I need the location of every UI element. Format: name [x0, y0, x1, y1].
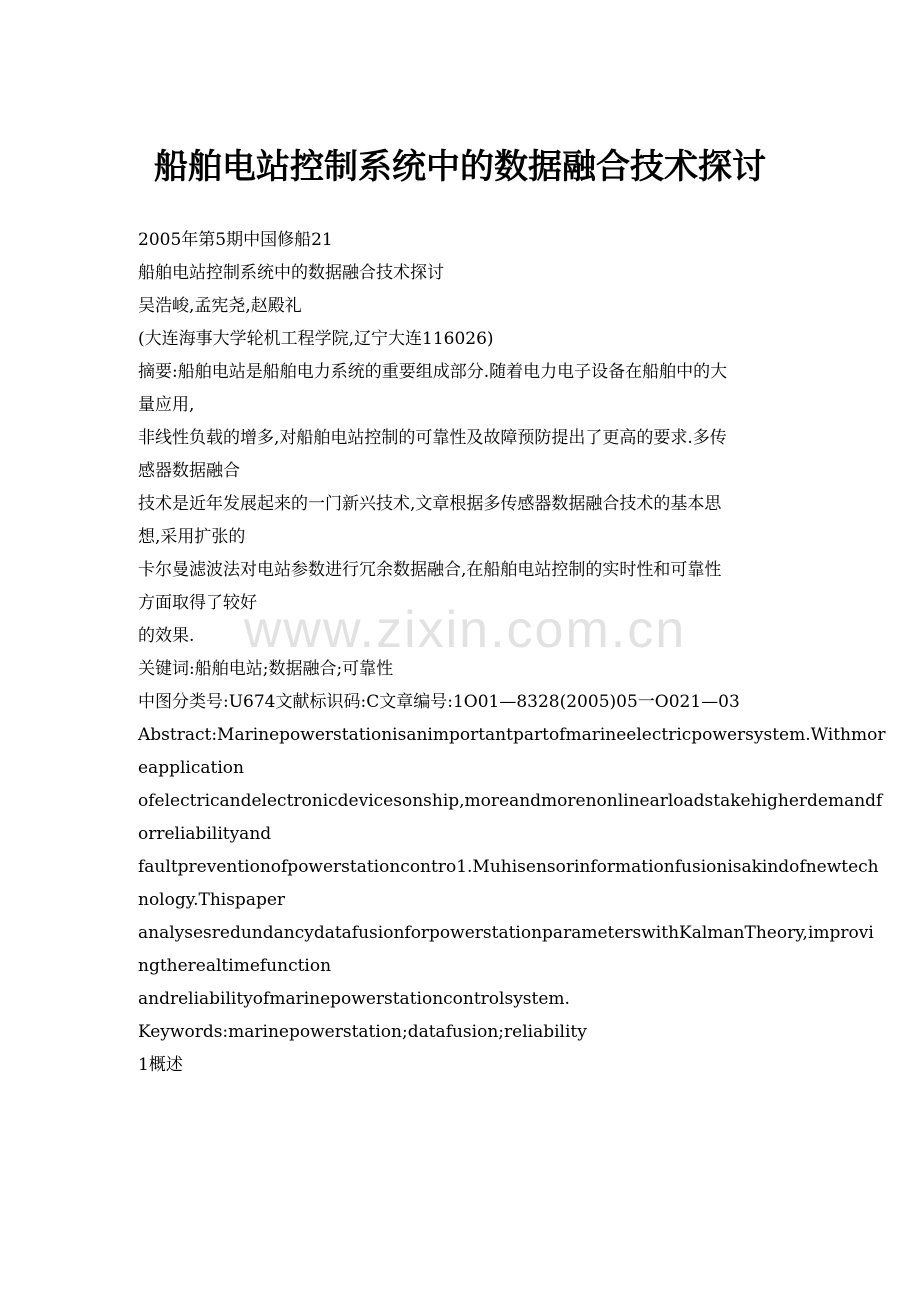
abstract-en-line: ofelectricandelectronicdevicesonship,moreandmorenonlinearloadstakehigherdemandf — [138, 791, 883, 811]
abstract-en-line: faultpreventionofpowerstationcontro1.Muhisensorinformationfusionisakindofnewtech — [138, 857, 879, 877]
abstract-en-line: nology.Thispaper — [138, 890, 286, 910]
abstract-en-line: eapplication — [138, 758, 244, 778]
affiliation-line: (大连海事大学轮机工程学院,辽宁大连116026) — [138, 329, 494, 349]
article-title-line: 船舶电站控制系统中的数据融合技术探讨 — [138, 263, 444, 283]
abstract-cn-line: 方面取得了较好 — [138, 593, 257, 613]
abstract-en-line: ngtherealtimefunction — [138, 956, 332, 976]
abstract-cn-line: 技术是近年发展起来的一门新兴技术,文章根据多传感器数据融合技术的基本思 — [138, 494, 722, 514]
abstract-cn-line: 的效果. — [138, 626, 195, 646]
classification-line: 中图分类号:U674文献标识码:C文章编号:1O01—8328(2005)05一O021—03 — [138, 692, 740, 712]
journal-issue-line: 2005年第5期中国修船21 — [138, 230, 333, 250]
abstract-cn-line: 非线性负载的增多,对船舶电站控制的可靠性及故障预防提出了更高的要求.多传 — [138, 428, 727, 448]
abstract-en-line: andreliabilityofmarinepowerstationcontrolsystem. — [138, 989, 570, 1009]
authors-line: 吴浩峻,孟宪尧,赵殿礼 — [138, 296, 302, 316]
keywords-cn-line: 关键词:船舶电站;数据融合;可靠性 — [138, 659, 394, 679]
abstract-cn-line: 卡尔曼滤波法对电站参数进行冗余数据融合,在船舶电站控制的实时性和可靠性 — [138, 560, 722, 580]
document-body — [138, 224, 886, 1082]
document-title: 船舶电站控制系统中的数据融合技术探讨 — [154, 147, 766, 187]
watermark: www.zixin.com.cn — [243, 601, 687, 659]
abstract-cn-line: 摘要:船舶电站是船舶电力系统的重要组成部分.随着电力电子设备在船舶中的大 — [138, 362, 728, 382]
keywords-en-line: Keywords:marinepowerstation;datafusion;reliability — [138, 1022, 587, 1042]
abstract-cn-line: 量应用, — [138, 395, 195, 415]
abstract-cn-line: 想,采用扩张的 — [138, 527, 246, 547]
abstract-cn-line: 感器数据融合 — [138, 461, 240, 481]
section-heading: 1概述 — [138, 1055, 183, 1075]
abstract-en-line: analysesredundancydatafusionforpowerstationparameterswithKalmanTheory,improvi — [138, 923, 874, 943]
abstract-en-line: orreliabilityand — [138, 824, 272, 844]
abstract-en-line: Abstract:Marinepowerstationisanimportantpartofmarineelectricpowersystem.Withmor — [138, 725, 886, 745]
